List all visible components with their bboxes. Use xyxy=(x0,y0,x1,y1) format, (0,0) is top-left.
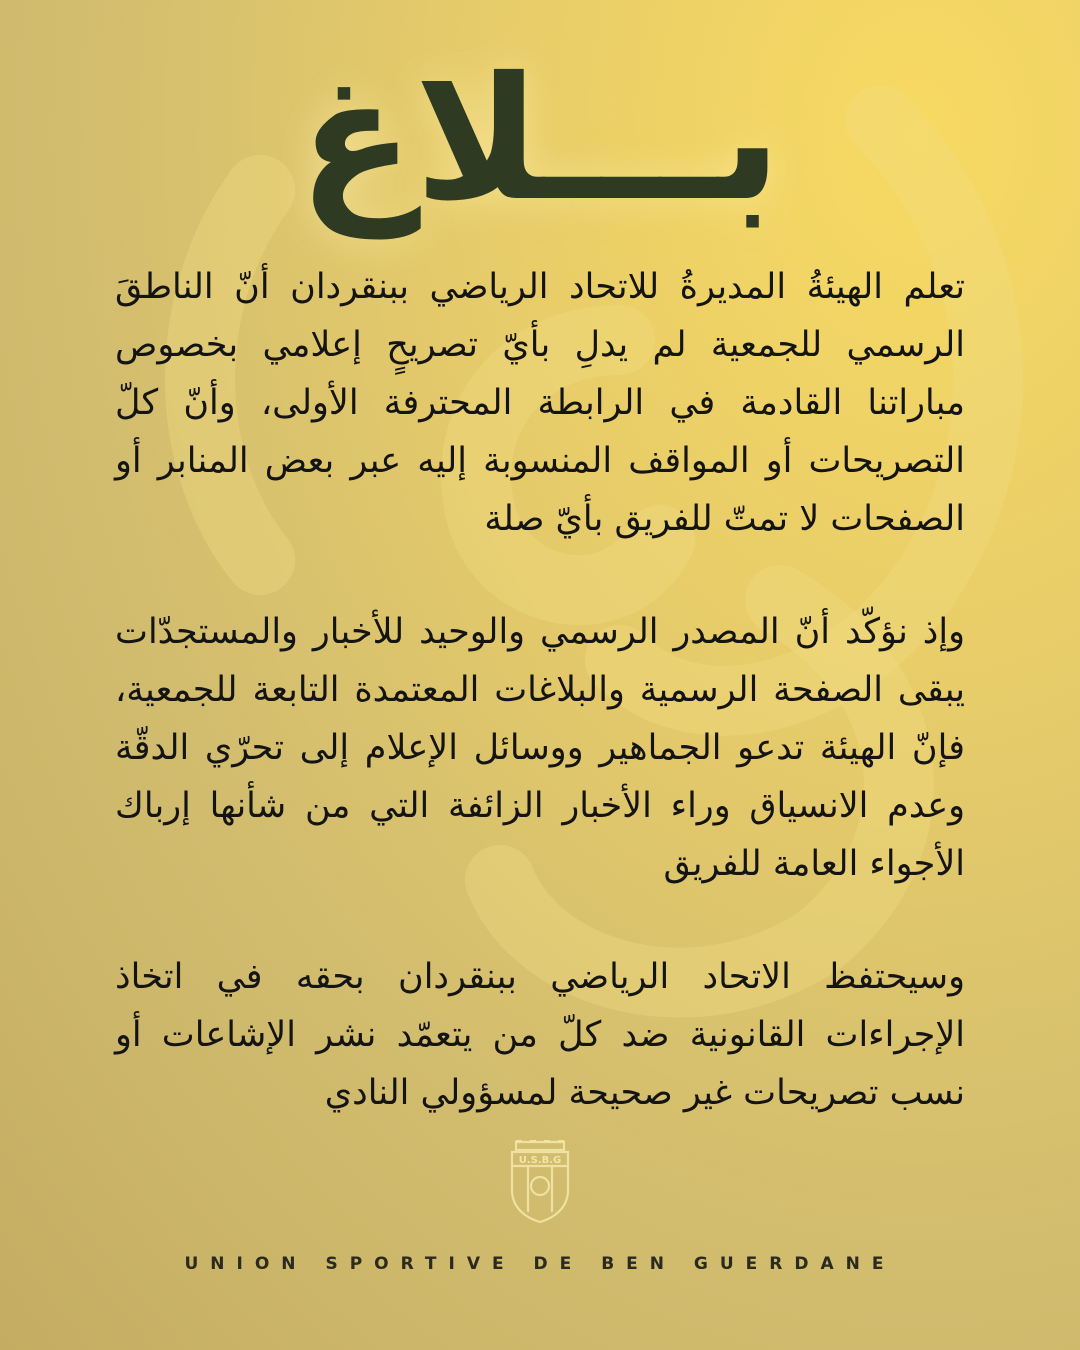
paragraph-3: وسيحتفظ الاتحاد الرياضي ببنقردان بحقه في اتخاذ الإجراءات القانونية ضد كلّ من يتعمّد نشر الإشاعات أو نسب تصريحات غير صحيحة لمسؤولي النادي xyxy=(115,957,965,1113)
paragraph-1: تعلم الهيئةُ المديرةُ للاتحاد الرياضي ببنقردان أنّ الناطقَ الرسمي للجمعية لم يدلِ بأيّ تصريحٍ إعلامي بخصوص مباراتنا القادمة في الرابطة المحترفة الأولى، وأنّ كلّ التصريحات أو المواقف المنسوبة إليه عبر بعض المنابر أو الصفحات لا تمتّ للفريق بأيّ صلة xyxy=(115,267,965,539)
announcement-body xyxy=(115,258,965,1177)
announcement-title: بـــلاغ xyxy=(298,41,782,239)
club-crest-icon xyxy=(508,1138,572,1224)
club-name-footer: UNION SPORTIVE DE BEN GUERDANE xyxy=(184,1254,896,1274)
paragraph-2: وإذ نؤكّد أنّ المصدر الرسمي والوحيد للأخبار والمستجدّات يبقى الصفحة الرسمية والبلاغات المعتمدة التابعة للجمعية، فإنّ الهيئة تدعو الجماهير ووسائل الإعلام إلى تحرّي الدقّة وعدم الانسياق وراء الأخبار الزائفة التي من شأنها إرباك الأجواء العامة للفريق xyxy=(115,612,965,884)
svg-text:U.S.B.G: U.S.B.G xyxy=(518,1155,562,1166)
